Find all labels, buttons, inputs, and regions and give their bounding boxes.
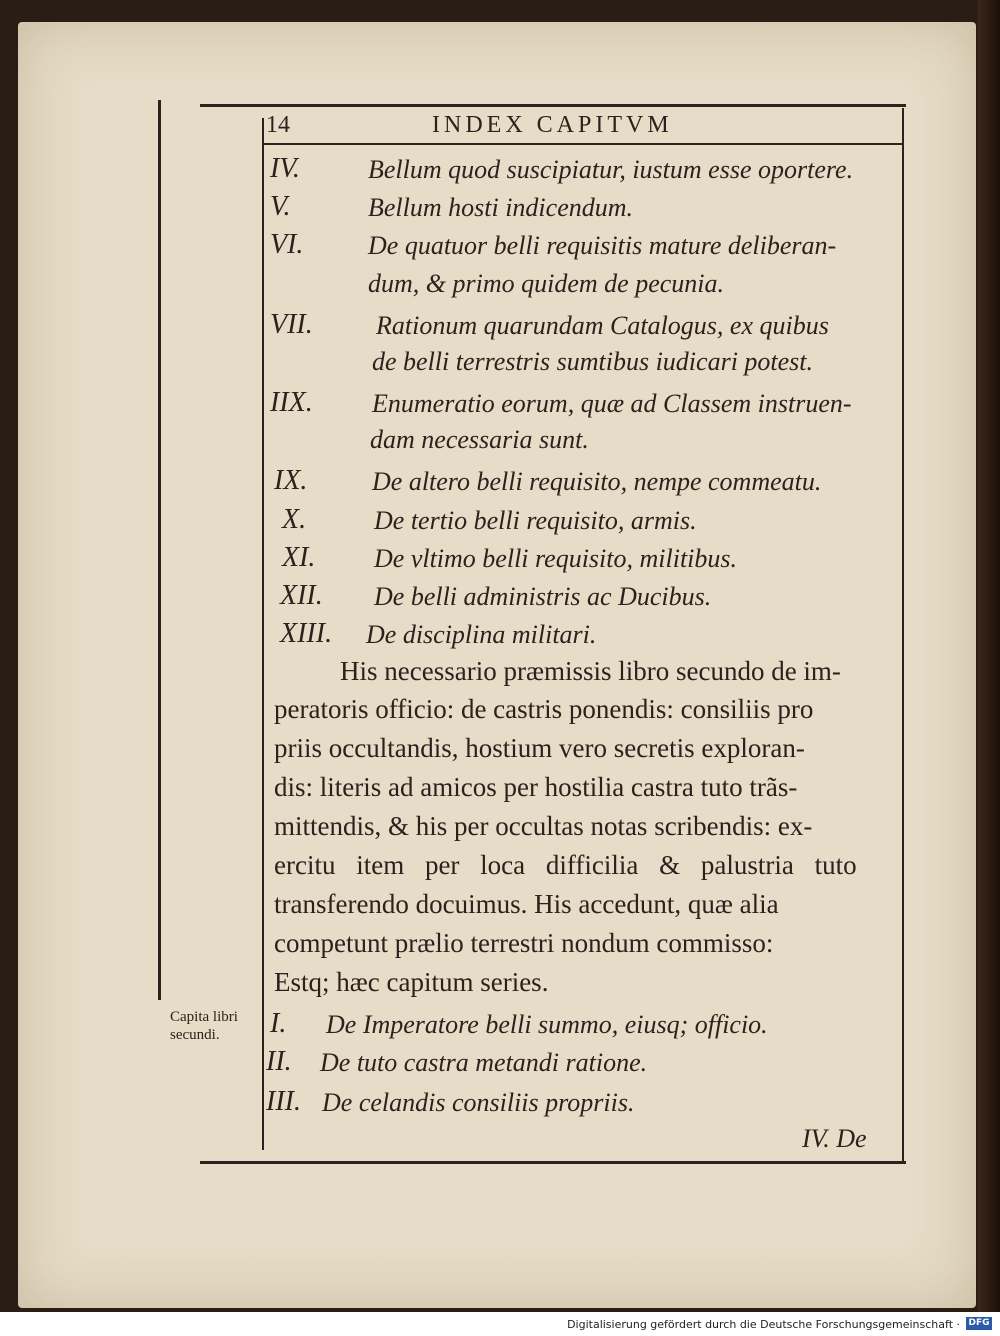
marginal-note-line: Capita libri xyxy=(170,1009,238,1025)
paragraph-line: competunt prælio terrestri nondum commisso: xyxy=(274,928,774,958)
chapter-title-continued: dum, & primo quidem de pecunia. xyxy=(368,269,725,298)
paragraph-line: mittendis, & his per occultas notas scribendis: ex- xyxy=(274,811,813,841)
chapter-number: IX. xyxy=(274,465,308,496)
chapter-title: Bellum quod suscipiatur, iustum esse oportere. xyxy=(368,155,854,184)
bottom-rule xyxy=(200,1161,906,1164)
chapter-title: De celandis consiliis propriis. xyxy=(322,1088,635,1117)
chapter-number: II. xyxy=(266,1046,292,1077)
chapter-title: De disciplina militari. xyxy=(366,620,597,649)
chapter-number: XII. xyxy=(280,580,323,611)
chapter-number: III. xyxy=(266,1086,301,1117)
chapter-number: X. xyxy=(282,504,307,535)
left-outer-rule xyxy=(158,100,161,1000)
chapter-number: IIX. xyxy=(270,387,313,418)
chapter-number: XI. xyxy=(282,542,316,573)
paragraph-line: dis: literis ad amicos per hostilia castra tuto trãs- xyxy=(274,772,798,802)
book-spine-edge xyxy=(978,0,1000,1312)
chapter-title: Enumeratio eorum, quæ ad Classem instruen- xyxy=(372,389,852,418)
chapter-title: De Imperatore belli summo, eiusq; officio. xyxy=(326,1010,768,1039)
header-rule xyxy=(262,143,904,145)
chapter-title: De tertio belli requisito, armis. xyxy=(374,506,697,535)
left-inner-rule xyxy=(262,118,264,1150)
chapter-title: De altero belli requisito, nempe commeatu. xyxy=(372,467,822,496)
right-rule xyxy=(902,108,904,1164)
catchword: IV. De xyxy=(802,1124,867,1153)
chapter-title: De belli administris ac Ducibus. xyxy=(374,582,712,611)
chapter-title: De vltimo belli requisito, militibus. xyxy=(374,544,738,573)
chapter-title: De tuto castra metandi ratione. xyxy=(320,1048,648,1077)
chapter-number: IV. xyxy=(270,153,300,184)
running-title: INDEX CAPITVM xyxy=(432,112,673,138)
chapter-title-continued: de belli terrestris sumtibus iudicari potest. xyxy=(372,347,814,376)
chapter-number: V. xyxy=(270,191,291,222)
marginal-note-line: secundi. xyxy=(170,1027,220,1043)
paragraph-line: priis occultandis, hostium vero secretis exploran- xyxy=(274,733,805,763)
top-rule xyxy=(200,104,906,107)
funding-credit: Digitalisierung gefördert durch die Deutsche Forschungsgemeinschaft · xyxy=(567,1318,960,1331)
chapter-title: Rationum quarundam Catalogus, ex quibus xyxy=(376,311,829,340)
chapter-title: Bellum hosti indicendum. xyxy=(368,193,634,222)
paragraph-line: transferendo docuimus. His accedunt, quæ alia xyxy=(274,889,779,919)
chapter-number: VI. xyxy=(270,229,304,260)
footer-bar xyxy=(0,1312,1000,1336)
page-number: 14 xyxy=(266,112,290,138)
chapter-title-continued: dam necessaria sunt. xyxy=(370,425,589,454)
paragraph-line: peratoris officio: de castris ponendis: consiliis pro xyxy=(274,694,814,724)
dfg-logo: DFG xyxy=(966,1317,992,1330)
chapter-title: De quatuor belli requisitis mature deliberan- xyxy=(368,231,837,260)
paragraph-line: Estq; hæc capitum series. xyxy=(274,967,549,997)
paragraph-line: His necessario præmissis libro secundo de im- xyxy=(340,656,841,686)
chapter-number: VII. xyxy=(270,309,313,340)
chapter-number: XIII. xyxy=(280,618,333,649)
chapter-number: I. xyxy=(270,1008,287,1039)
paragraph-line: ercitu item per loca difficilia & palustria tuto xyxy=(274,850,857,880)
